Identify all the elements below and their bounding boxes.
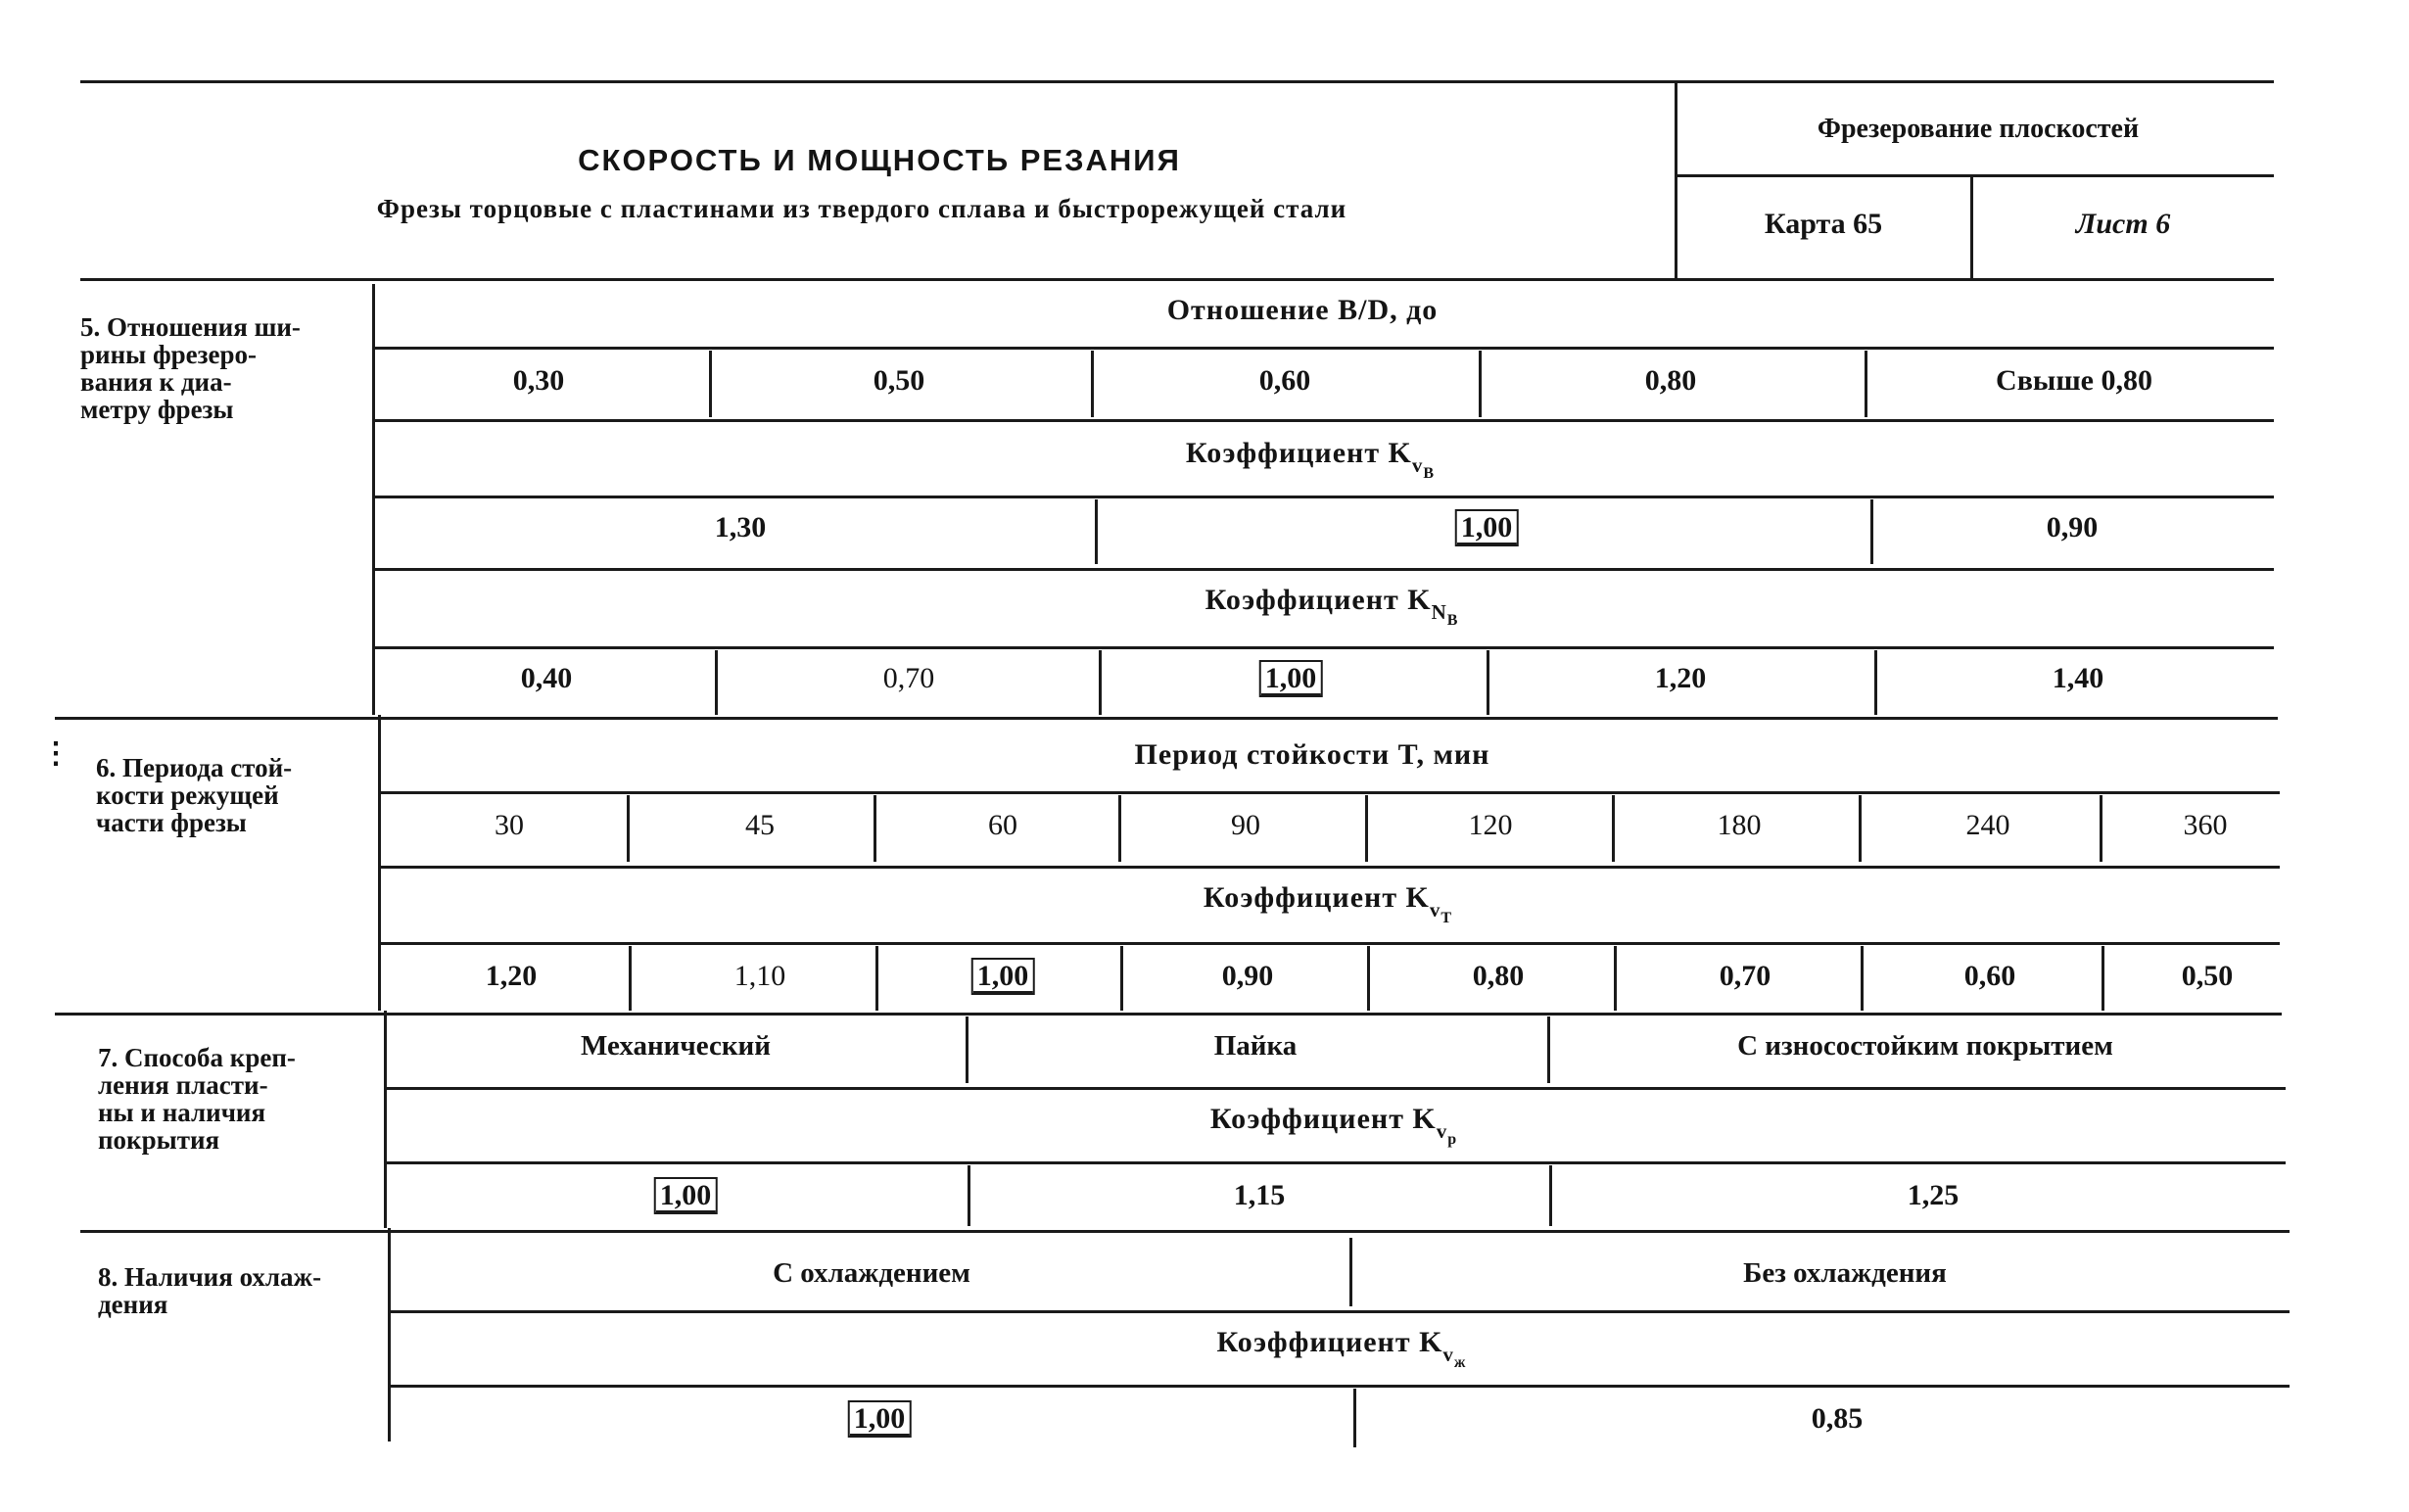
- sec6-period-5: 120: [1468, 809, 1513, 841]
- page-title: СКОРОСТЬ И МОЩНОСТЬ РЕЗАНИЯ: [578, 143, 1181, 177]
- header-right-mid-rule: [1677, 174, 2274, 177]
- sec8-rule-a: [390, 1310, 2290, 1313]
- sec7-method-div-2: [1547, 1016, 1550, 1083]
- sec5-ratio-2: 0,50: [873, 364, 925, 397]
- sec5-kn-3: 1,00: [1259, 660, 1323, 697]
- sec6-period-1: 30: [495, 809, 524, 841]
- sec7-kv-div-1: [968, 1165, 970, 1226]
- sec5-ratio-1: 0,30: [512, 364, 565, 397]
- sec5-kv-3: 0,90: [2046, 511, 2099, 543]
- sec5-rule-d: [374, 568, 2274, 571]
- sec5-ratio-div-1: [709, 351, 712, 417]
- header-top-rule: [80, 80, 2274, 83]
- sec6-rule-a: [380, 791, 2280, 794]
- sec7-label: 7. Способа креп- ления пласти- ны и наличия покрытия: [98, 1043, 296, 1155]
- sec6-kv-6: 0,70: [1719, 960, 1771, 992]
- sec5-kn-div-1: [715, 650, 718, 715]
- sec6-kv-7: 0,60: [1963, 960, 2016, 992]
- sec7-method-3: С износостойким покрытием: [1737, 1030, 2113, 1062]
- sec6-period-div-7: [2100, 795, 2102, 862]
- sec7-rule-a: [386, 1087, 2286, 1090]
- margin-mark: ⋮: [41, 737, 71, 770]
- sec5-kv-header: Коэффициент $K_{v_B}$: [1185, 437, 1436, 482]
- sec5-ratio-div-2: [1091, 351, 1094, 417]
- sec5-kn-header: Коэффициент $K_{N_B}$: [1204, 584, 1459, 629]
- sec5-ratio-header: Отношение B/D, до: [1166, 294, 1439, 326]
- sec7-method-1: Механический: [581, 1030, 771, 1062]
- sec6-kv-header: Коэффициент $K_{v_T}$: [1203, 881, 1453, 926]
- sec6-period-header: Период стойкости T, мин: [1134, 738, 1490, 771]
- sec6-period-div-5: [1612, 795, 1615, 862]
- sec6-period-6: 180: [1717, 809, 1762, 841]
- sec6-kv-div-2: [875, 946, 878, 1011]
- sec7-bottom-rule: [80, 1230, 2290, 1233]
- sec7-kv-3: 1,25: [1907, 1179, 1960, 1211]
- sec6-kv-3: 1,00: [971, 958, 1035, 995]
- sheet-number: Лист 6: [2075, 208, 2171, 240]
- sec5-rule-e: [374, 646, 2274, 649]
- sec8-option-2: Без охлаждения: [1743, 1257, 1947, 1289]
- sec6-rule-c: [380, 942, 2280, 945]
- header-divider: [1675, 82, 1677, 278]
- section-title: Фрезерование плоскостей: [1817, 114, 2140, 144]
- label-column-rule-2: [378, 715, 381, 1011]
- sec8-kv-1: 1,00: [848, 1400, 912, 1438]
- sec8-label: 8. Наличия охлаж- дения: [98, 1262, 322, 1319]
- sec7-rule-b: [386, 1161, 2286, 1164]
- sec6-kv-div-4: [1367, 946, 1370, 1011]
- sec8-kv-header: Коэффициент $K_{v_ж}$: [1216, 1326, 1467, 1371]
- header-card-divider: [1970, 176, 1973, 278]
- sec5-rule-a: [374, 347, 2274, 350]
- sec5-kn-div-3: [1487, 650, 1489, 715]
- sec6-period-2: 45: [745, 809, 775, 841]
- sec6-kv-5: 0,80: [1472, 960, 1525, 992]
- sec6-kv-2: 1,10: [733, 960, 786, 992]
- sec6-bottom-rule: [55, 1013, 2282, 1016]
- sec6-kv-div-1: [629, 946, 632, 1011]
- sec7-kv-div-2: [1549, 1165, 1552, 1226]
- sec6-kv-div-3: [1120, 946, 1123, 1011]
- sec5-ratio-3: 0,60: [1258, 364, 1311, 397]
- sec8-rule-b: [390, 1385, 2290, 1388]
- sec5-kn-div-2: [1099, 650, 1102, 715]
- sec6-kv-1: 1,20: [485, 960, 538, 992]
- sec5-kv-div-1: [1095, 499, 1098, 564]
- page-subtitle: Фрезы торцовые с пластинами из твердого сплава и быстрорежущей стали: [376, 194, 1347, 223]
- sec8-kv-2: 0,85: [1811, 1402, 1864, 1435]
- sec7-method-2: Пайка: [1213, 1030, 1298, 1062]
- sec7-kv-1: 1,00: [654, 1177, 718, 1214]
- sec5-label: 5. Отношения ши- рины фрезеро- вания к диа- метру фрезы: [80, 312, 301, 424]
- sec6-kv-8: 0,50: [2181, 960, 2234, 992]
- sec5-kv-div-2: [1870, 499, 1873, 564]
- sec5-kv-1: 1,30: [714, 511, 767, 543]
- card-number: Карта 65: [1764, 208, 1883, 240]
- sec6-period-div-6: [1859, 795, 1862, 862]
- sec6-kv-div-5: [1614, 946, 1617, 1011]
- sec5-kn-5: 1,40: [2052, 662, 2104, 694]
- sec6-kv-4: 0,90: [1221, 960, 1274, 992]
- header-bottom-rule: [80, 278, 2274, 281]
- sec7-kv-2: 1,15: [1233, 1179, 1286, 1211]
- sec5-kn-div-4: [1874, 650, 1877, 715]
- sec6-kv-div-7: [2102, 946, 2104, 1011]
- sec7-kv-header: Коэффициент $K_{v_p}$: [1209, 1103, 1458, 1148]
- sec5-ratio-div-3: [1479, 351, 1482, 417]
- sec5-rule-c: [374, 496, 2274, 498]
- sec8-option-div: [1349, 1238, 1352, 1306]
- sec5-kn-4: 1,20: [1654, 662, 1707, 694]
- sec7-method-div-1: [966, 1016, 968, 1083]
- sec6-kv-div-6: [1861, 946, 1864, 1011]
- sec6-period-4: 90: [1231, 809, 1260, 841]
- sec6-period-7: 240: [1965, 809, 2010, 841]
- sec5-kv-2: 1,00: [1455, 509, 1519, 546]
- sec5-kn-1: 0,40: [520, 662, 573, 694]
- sec6-period-div-4: [1365, 795, 1368, 862]
- sec5-ratio-5: Свыше 0,80: [1996, 364, 2152, 397]
- sec6-period-div-3: [1118, 795, 1121, 862]
- sec8-kv-div: [1353, 1389, 1356, 1447]
- sec6-period-8: 360: [2183, 809, 2228, 841]
- sec8-option-1: С охлаждением: [773, 1257, 970, 1289]
- label-column-rule-3: [384, 1011, 387, 1228]
- label-column-rule-4: [388, 1228, 391, 1441]
- sec5-ratio-4: 0,80: [1644, 364, 1697, 397]
- sec5-kn-2: 0,70: [882, 662, 935, 694]
- sec6-rule-b: [380, 866, 2280, 869]
- sec6-period-3: 60: [988, 809, 1017, 841]
- sec5-rule-b: [374, 419, 2274, 422]
- sec6-period-div-1: [627, 795, 630, 862]
- sec5-bottom-rule: [55, 717, 2278, 720]
- sec5-ratio-div-4: [1865, 351, 1867, 417]
- sec6-label: 6. Периода стой- кости режущей части фрезы: [96, 753, 293, 837]
- sec6-period-div-2: [874, 795, 876, 862]
